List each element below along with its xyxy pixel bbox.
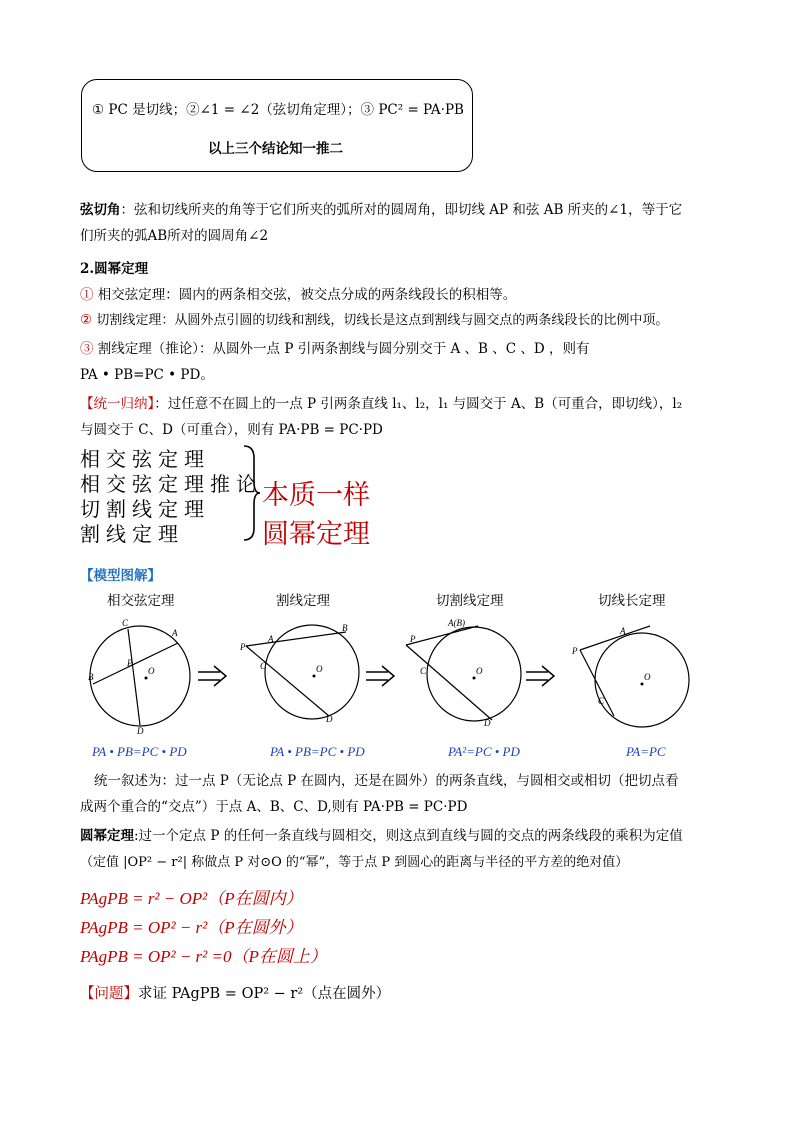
- item-1: [80, 283, 516, 303]
- problem-tag: 【问题】: [80, 986, 138, 1002]
- essence-line-1: 本质一样: [262, 480, 370, 511]
- conclusion-box: [81, 79, 473, 172]
- power-theorem-text-1: :过一个定点 P 的任何一条直线与圆相交，则这点到直线与圆的交点的两条线段的乘积为定值: [134, 828, 683, 844]
- diagram-formula-2: PA • PB=PC • PD: [270, 744, 365, 759]
- diagram-title-4: 切线长定理: [598, 593, 666, 609]
- tangent-pa-4: [580, 626, 650, 650]
- secant-pab: [246, 632, 346, 646]
- secant-pcd-3: [406, 645, 492, 720]
- theorem-2: 相交弦定理推论: [80, 472, 262, 496]
- problem-paragraph: [80, 982, 390, 1003]
- item-2: [80, 309, 668, 328]
- chord-tangent-paragraph: [80, 198, 682, 218]
- item-2-text: 切割线定理：从圆外点引圆的切线和割线，切线长是这点到割线与圆交点的两条线段长的比例中项。: [96, 313, 669, 328]
- item-2-number: ②: [80, 312, 93, 328]
- circle-1: [90, 626, 190, 726]
- item-1-text: 相交弦定理：圆内的两条相交弦，被交点分成的两条线段长的积相等。: [97, 287, 517, 303]
- svg-text:A: A: [268, 634, 274, 644]
- unified-tag: 【统一归纳】: [80, 396, 155, 412]
- theorem-4: 割线定理: [80, 522, 184, 546]
- item-3-continued: PA • PB=PC • PD。: [80, 367, 214, 383]
- diagram-formula-4: PA=PC: [626, 744, 666, 759]
- circle-2: [265, 625, 359, 719]
- svg-text:A: A: [172, 628, 178, 638]
- svg-text:P: P: [127, 658, 133, 668]
- svg-text:D: D: [484, 718, 491, 728]
- item-3-text: 割线定理（推论）：从圆外一点 P 引两条割线与圆分别交于 A 、B 、C 、D ，则有: [97, 341, 590, 357]
- formula-inside: PAgPB = r² − OP²（P在圆内）: [80, 889, 303, 908]
- diagram-title-2: 割线定理: [276, 593, 330, 609]
- unified-paragraph: [80, 392, 682, 412]
- diagram-title-1: 相交弦定理: [107, 593, 175, 609]
- theorem-1: 相交弦定理: [80, 447, 210, 471]
- svg-text:P: P: [410, 634, 416, 644]
- svg-text:P: P: [572, 646, 578, 656]
- implies-arrow-1: [198, 666, 226, 686]
- svg-text:C: C: [420, 666, 427, 676]
- conclusion-line-1: ① PC 是切线；②∠1 = ∠2（弦切角定理）；③ PC² = PA·PB: [92, 102, 464, 118]
- chord-ab-1: [93, 643, 178, 684]
- diagram-title-3: 切割线定理: [436, 593, 504, 609]
- power-theorem-text-2: （定值 |OP² − r²| 称做点 P 对⊙O 的“幂”，等于点 P 到圆心的距离与半径的平方差的绝对值）: [80, 855, 629, 870]
- power-theorem-paragraph: [80, 824, 683, 844]
- model-tag: 【模型图解】: [80, 568, 161, 584]
- unified-text-2: 与圆交于 C、D（可重合），则有 PA·PB = PC·PD: [80, 422, 383, 438]
- formula-on: PAgPB = OP² − r² =0（P在圆上）: [80, 947, 327, 966]
- svg-text:O: O: [644, 672, 651, 682]
- circle-3: [427, 627, 521, 721]
- item-3-number: ③: [80, 341, 94, 357]
- chord-tangent-label: 弦切角: [80, 202, 121, 218]
- formula-outside: PAgPB = OP² − r²（P在圆外）: [80, 918, 303, 937]
- tangent-pa: [406, 626, 478, 645]
- svg-text:A: A: [620, 626, 626, 636]
- svg-text:C: C: [598, 696, 605, 706]
- svg-text:B: B: [342, 623, 348, 633]
- svg-text:A(B): A(B): [448, 618, 465, 628]
- diagram-formula-3: PA²=PC • PD: [448, 744, 520, 759]
- svg-text:B: B: [88, 672, 94, 682]
- theorem-3: 切割线定理: [80, 497, 210, 521]
- svg-text:C: C: [260, 661, 267, 671]
- svg-text:O: O: [148, 666, 155, 676]
- implies-arrow-3: [526, 666, 554, 686]
- svg-text:D: D: [326, 714, 333, 724]
- statement-line-2: 成两个重合的“交点”）于点 A、B、C、D,则有 PA·PB = PC·PD: [80, 799, 468, 815]
- svg-text:O: O: [316, 664, 323, 674]
- diagram-formula-1: PA • PB=PC • PD: [92, 744, 187, 759]
- power-of-point-diagrams: [80, 612, 720, 737]
- circle-4: [595, 633, 689, 727]
- problem-text: 求证 PAgPB = OP² − r²（点在圆外）: [138, 986, 391, 1002]
- power-theorem-label: 圆幂定理: [80, 828, 134, 844]
- svg-text:C: C: [122, 618, 129, 628]
- chord-tangent-text-1: ：弦和切线所夹的角等于它们所夹的弧所对的圆周角，即切线 AP 和弦 AB 所夹的∠1，等于它: [120, 202, 683, 218]
- chord-tangent-text-2: 们所夹的弧AB所对的圆周角∠2: [80, 228, 269, 244]
- svg-text:O: O: [476, 666, 483, 676]
- item-3: [80, 337, 590, 357]
- conclusion-line-2: 以上三个结论知一推二: [208, 141, 343, 157]
- chord-cd-1: [128, 629, 140, 725]
- svg-text:D: D: [137, 726, 144, 736]
- unified-text-1: ：过任意不在圆上的一点 P 引两条直线 l₁、l₂，l₁ 与圆交于 A、B（可重合，即切线），l₂: [154, 396, 683, 412]
- item-1-number: ①: [80, 287, 94, 303]
- tangent-pc-4: [580, 650, 614, 716]
- svg-text:P: P: [240, 642, 246, 652]
- section-heading: 2.圆幂定理: [80, 261, 149, 277]
- implies-arrow-2: [366, 666, 394, 686]
- curly-brace: [240, 444, 262, 542]
- secant-pcd: [246, 646, 329, 716]
- statement-line-1: 统一叙述为：过一点 P（无论点 P 在圆内，还是在圆外）的两条直线，与圆相交或相切（把切点看: [94, 773, 679, 789]
- essence-line-2: 圆幂定理: [262, 519, 370, 550]
